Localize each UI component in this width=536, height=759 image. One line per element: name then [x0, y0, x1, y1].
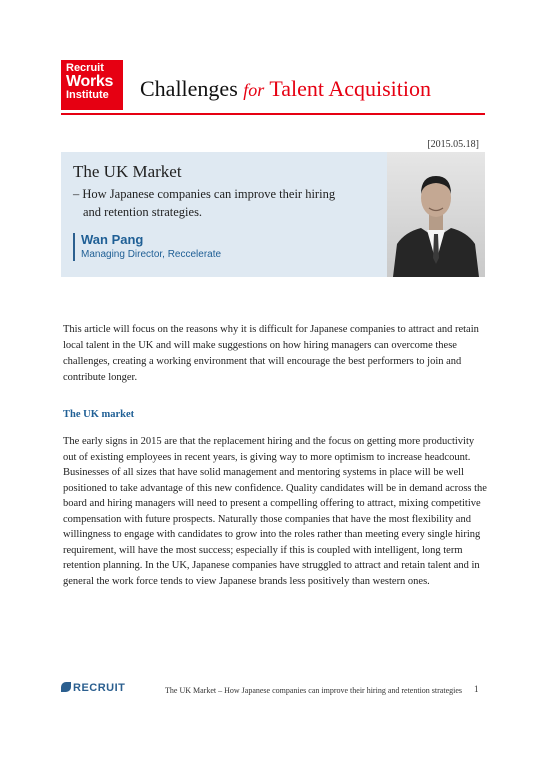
- author-accent-bar: [73, 233, 75, 261]
- logo-line-1: Recruit: [66, 62, 104, 74]
- page-number: 1: [474, 684, 479, 694]
- recruit-mark-icon: [61, 682, 71, 692]
- body-paragraph: The early signs in 2015 are that the replacement hiring and the focus on getting more productivity out of existing employees in recent years, is giving way to more optimism to increase headcount. Businesses of all sizes that have solid management and mentoring systems in place will be well positioned to take advantage of this new confidence. Quality candidates will be in demand across the board and hiring managers will need to present a compelling offering to attract, mixing competitive compensation with future prospects. Naturally those companies that have the most flexibility and willingness to engage with candidates to grow into the roles rather than meeting every single hiring requirement, will have the most success; especially if this is coupled with intelligent, long term retention planning. In the UK, Japanese companies have struggled to attract and retain talent and in general the work force tends to view Japanese brands less positively than western ones.: [63, 436, 487, 587]
- article-subtitle: [73, 185, 403, 221]
- intro-paragraph: This article will focus on the reasons why it is difficult for Japanese companies to attract and retain local talent in the UK and will make suggestions on how hiring managers can overcome these challenges, creating a working environment that will encourage the best performers to join and contribute longer.: [63, 324, 479, 383]
- footer-recruit-logo: [61, 682, 125, 694]
- subtitle-line-2: and retention strategies.: [83, 205, 203, 219]
- author-name: Wan Pang: [81, 232, 144, 247]
- recruit-works-logo: [61, 60, 123, 110]
- section-heading: The UK market: [63, 409, 135, 420]
- series-title: [140, 76, 431, 102]
- series-title-part2: Talent Acquisition: [264, 76, 431, 101]
- footer-logo-text: RECRUIT: [73, 682, 126, 694]
- logo-line-2: Works: [66, 73, 114, 90]
- footer-running-title: The UK Market – How Japanese companies can improve their hiring and retention strategies: [165, 686, 463, 695]
- subtitle-line-1: – How Japanese companies can improve their hiring: [73, 187, 336, 201]
- series-title-for: for: [243, 80, 265, 100]
- series-title-part1: Challenges: [140, 76, 244, 101]
- header-divider: [61, 113, 485, 115]
- article-title: The UK Market: [73, 162, 182, 181]
- publication-date: [2015.05.18]: [427, 139, 479, 150]
- logo-line-3: Institute: [66, 89, 109, 101]
- author-role: Managing Director, Reccelerate: [81, 249, 222, 260]
- author-photo: [387, 152, 485, 277]
